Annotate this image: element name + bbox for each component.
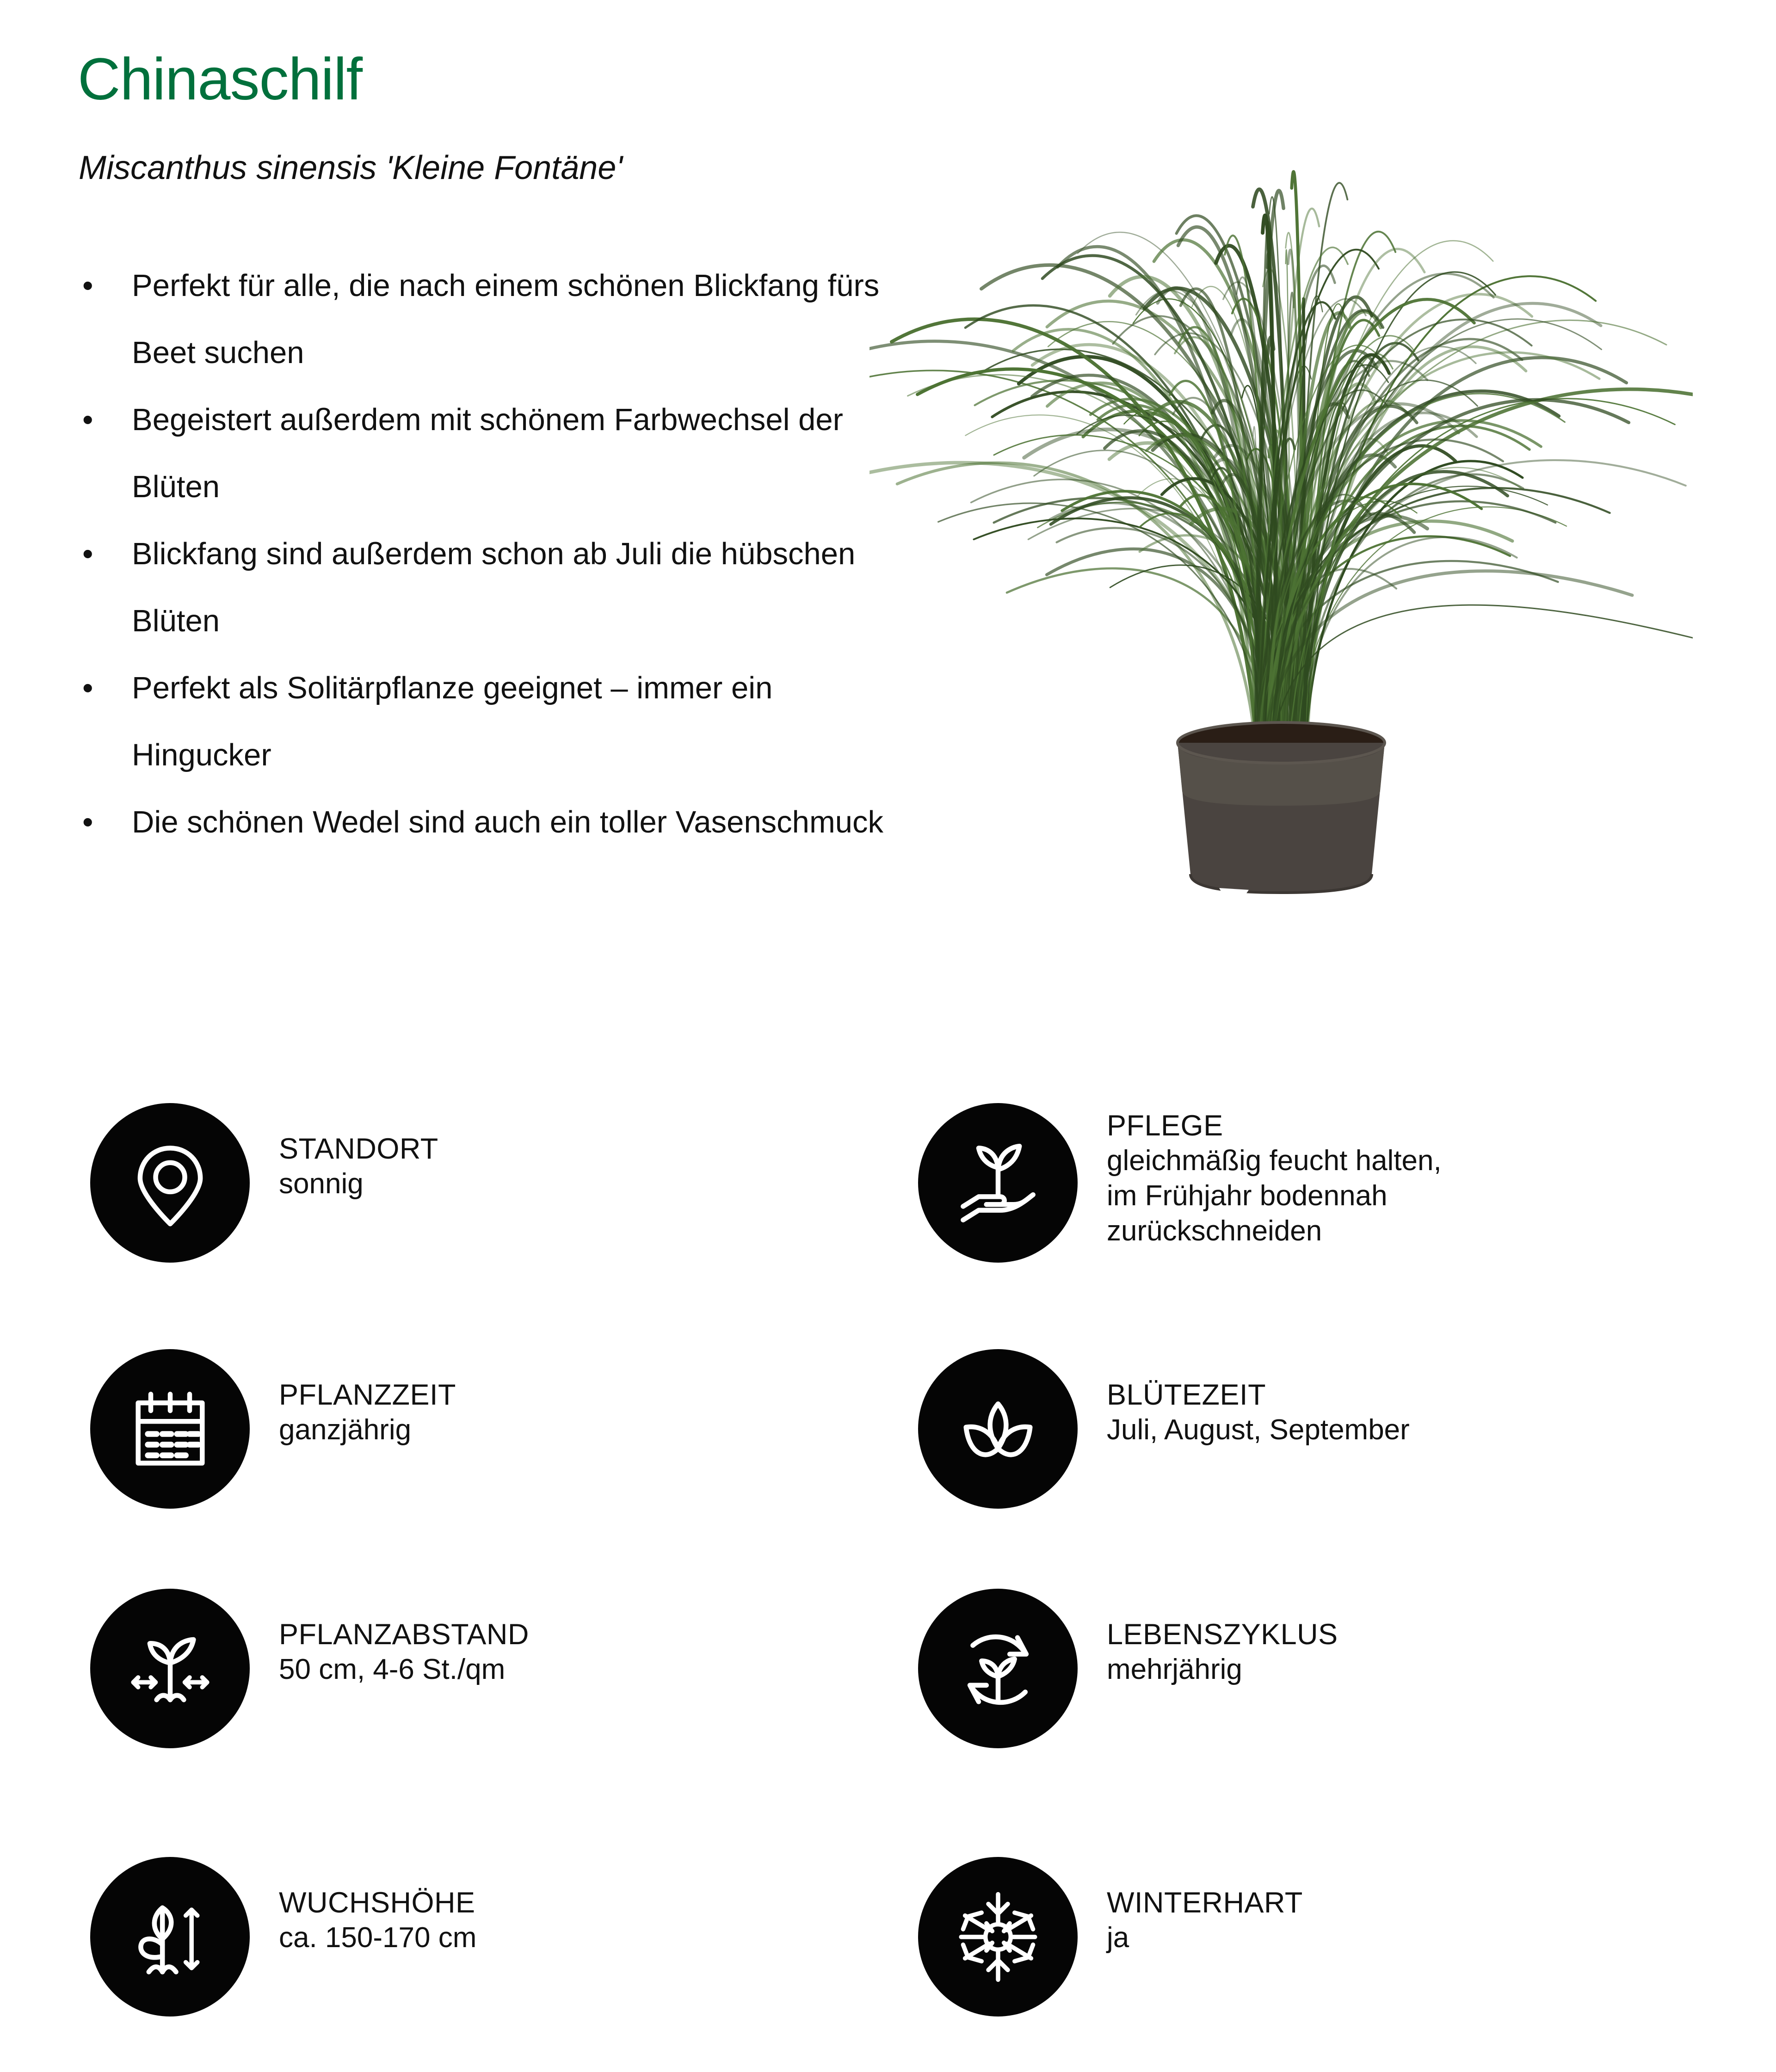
bullet-marker-icon: • [82, 671, 93, 705]
bullet-marker-icon: • [82, 402, 93, 437]
attribute-winterhart [918, 1857, 1303, 2016]
attribute-text [1078, 1349, 1410, 1448]
location-pin-icon [90, 1103, 250, 1263]
attribute-value: sonnig [279, 1168, 364, 1200]
attribute-value-line-3: zurückschneiden [1107, 1215, 1322, 1247]
list-item-text: Perfekt für alle, die nach einem schönen Blickfang fürs Beet suchen [132, 268, 880, 370]
attribute-text [1078, 1857, 1303, 1955]
life-cycle-icon [918, 1589, 1078, 1748]
attribute-label: BLÜTEZEIT [1107, 1379, 1266, 1411]
attribute-text [250, 1857, 476, 1955]
attribute-label: PFLANZABSTAND [279, 1618, 529, 1651]
list-item [65, 789, 897, 856]
attribute-value: 50 cm, 4-6 St./qm [279, 1653, 506, 1685]
page-title: Chinaschilf [78, 46, 363, 112]
list-item [65, 386, 897, 520]
attribute-pflanzzeit [90, 1349, 456, 1509]
attribute-value: Juli, August, September [1107, 1414, 1410, 1446]
attribute-text [1078, 1589, 1338, 1687]
list-item [65, 252, 897, 386]
feature-bullet-list [65, 252, 897, 856]
attribute-lebenszyklus [918, 1589, 1338, 1748]
snowflake-icon [918, 1857, 1078, 2016]
attribute-value: ganzjährig [279, 1414, 412, 1446]
list-item-text: Die schönen Wedel sind auch ein toller Vasenschmuck [132, 805, 884, 839]
plant-height-icon [90, 1857, 250, 2016]
list-item-text: Perfekt als Solitärpflanze geeignet – immer ein Hingucker [132, 671, 773, 772]
attribute-pflanzabstand [90, 1589, 529, 1748]
attribute-label: WUCHSHÖHE [279, 1887, 475, 1919]
blossom-icon [918, 1349, 1078, 1509]
attribute-value: ja [1107, 1922, 1129, 1954]
attribute-label: STANDORT [279, 1133, 438, 1165]
attribute-standort [90, 1103, 438, 1263]
attribute-text [1078, 1103, 1442, 1249]
attribute-value: mehrjährig [1107, 1653, 1242, 1685]
latin-botanical-name: Miscanthus sinensis 'Kleine Fontäne' [79, 149, 623, 186]
attribute-value: ca. 150-170 cm [279, 1922, 477, 1954]
product-photo [870, 153, 1693, 944]
plant-attributes-grid [0, 1092, 1776, 1998]
attribute-text [250, 1103, 438, 1202]
attribute-pflege [918, 1103, 1442, 1263]
list-item-text: Begeistert außerdem mit schönem Farbwechsel der Blüten [132, 402, 843, 504]
plant-spacing-icon [90, 1589, 250, 1748]
sprout-in-hand-icon [918, 1103, 1078, 1263]
attribute-label: LEBENSZYKLUS [1107, 1618, 1338, 1651]
attribute-text [250, 1349, 456, 1448]
list-item [65, 520, 897, 654]
calendar-icon [90, 1349, 250, 1509]
attribute-wuchshoehe [90, 1857, 476, 2016]
attribute-label: WINTERHART [1107, 1887, 1303, 1919]
bullet-marker-icon: • [82, 805, 93, 839]
list-item [65, 654, 897, 789]
attribute-value-line-1: gleichmäßig feucht halten, [1107, 1145, 1442, 1177]
attribute-label: PFLEGE [1107, 1110, 1223, 1142]
attribute-label: PFLANZZEIT [279, 1379, 456, 1411]
bullet-marker-icon: • [82, 268, 93, 303]
bullet-marker-icon: • [82, 536, 93, 571]
attribute-value-line-2: im Frühjahr bodennah [1107, 1180, 1388, 1212]
list-item-text: Blickfang sind außerdem schon ab Juli die hübschen Blüten [132, 536, 856, 638]
attribute-bluetezeit [918, 1349, 1410, 1509]
attribute-text [250, 1589, 529, 1687]
